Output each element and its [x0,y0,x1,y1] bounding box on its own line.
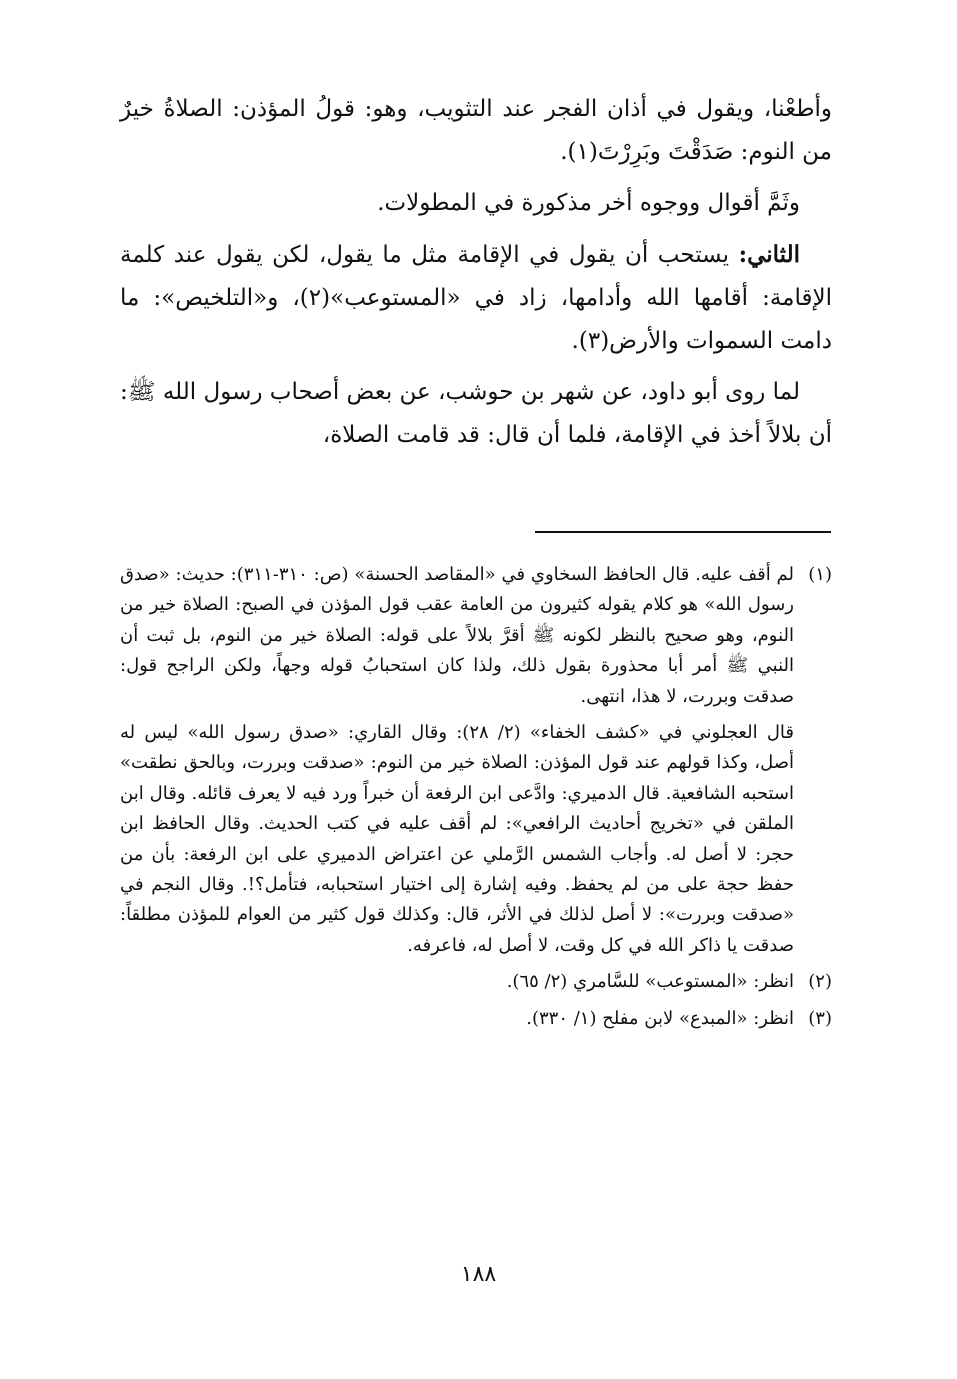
footnote-3-text: انظر: «المبدع» لابن مفلح (١/ ٣٣٠). [526,1007,794,1029]
footnote-3-number: (٣) [808,1007,832,1029]
footnote-1 [120,560,832,967]
page-number: ١٨٨ [460,1262,497,1287]
footnote-separator [535,531,831,533]
footnote-2 [120,967,832,1003]
paragraph-2: وثَمَّ أقوال ووجوه أخر مذكورة في المطولات. [377,190,800,216]
footnote-3 [120,1004,832,1040]
footnote-1-part-1: لم أقف عليه. قال الحافظ السخاوي في «المقاصد الحسنة» (ص: ٣١٠-٣١١): حديث: «صدق رسول الله» هو كلام يقوله كثيرون من العامة عقب قول المؤذن في الصبح: الصلاة خير من النوم، وهو صحيح بالنظر لكونه ﷺ أقرَّ بلالاً على قوله: الصلاة خير من النوم، بل ثبت أن النبي ﷺ أمر أبا محذورة بقول ذلك، ولذا كان استحبابُ قوله وجهاً، ولكن الراجح قول: صدقت وبررت، لا هذا، انتهى. [120,564,794,707]
footnotes [120,560,832,1040]
paragraph-3-lead: الثاني: [738,241,800,268]
main-text [120,88,832,465]
footnote-1-part-2: قال العجلوني في «كشف الخفاء» (٢/ ٢٨): وقال القاري: «صدق رسول الله» ليس له أصل، وكذا قولهم عند قول المؤذن: الصلاة خير من النوم: «صدقت وبررت، وبالحق نطقت» استحبه الشافعية. قال الدميري: وادَّعى ابن الرفعة أن خبراً ورد فيه لا يعرف قائله. وقال ابن الملقن في «تخريج أحاديث الرافعي»: لم أقف عليه في كتب الحديث. وقال الحافظ ابن حجر: لا أصل له. وأجاب الشمس الرَّملي عن اعتراض الدميري على ابن الرفعة: بأن من حفظ حجة على من لم يحفظ. وفيه إشارة إلى اختيار استحبابه، فتأمل؟!. وقال النجم في «صدقت وبررت»: لا أصل لذلك في الأثر، قال: وكذلك قول كثير من العوام للمؤذن مطلقاً: صدقت يا ذاكر الله في كل وقت، لا أصل له، فاعرفه. [120,722,795,956]
footnote-2-number: (٢) [808,971,832,993]
paragraph-4: لما روى أبو داود، عن شهر بن حوشب، عن بعض أصحاب رسول الله ﷺ: أن بلالاً أخذ في الإقامة، فلما أن قال: قد قامت الصلاة، [120,379,832,448]
paragraph-3-body: يستحب أن يقول في الإقامة مثل ما يقول، لكن يقول عند كلمة الإقامة: أقامها الله وأدامها، زاد في «المستوعب»(٢)، و«التلخيص»: ما دامت السموات والأرض(٣). [120,242,833,354]
footnote-1-number: (١) [808,564,832,585]
footnote-2-text: انظر: «المستوعب» للسَّامري (٢/ ٦٥). [506,971,794,993]
paragraph-3 [120,233,832,363]
paragraph-1: وأطعْنا، ويقول في أذان الفجر عند التثويب، وهو: قولُ المؤذن: الصلاةُ خيرٌ من النوم: صَدَقْتَ وبَرِرْتَ(١). [120,96,832,165]
